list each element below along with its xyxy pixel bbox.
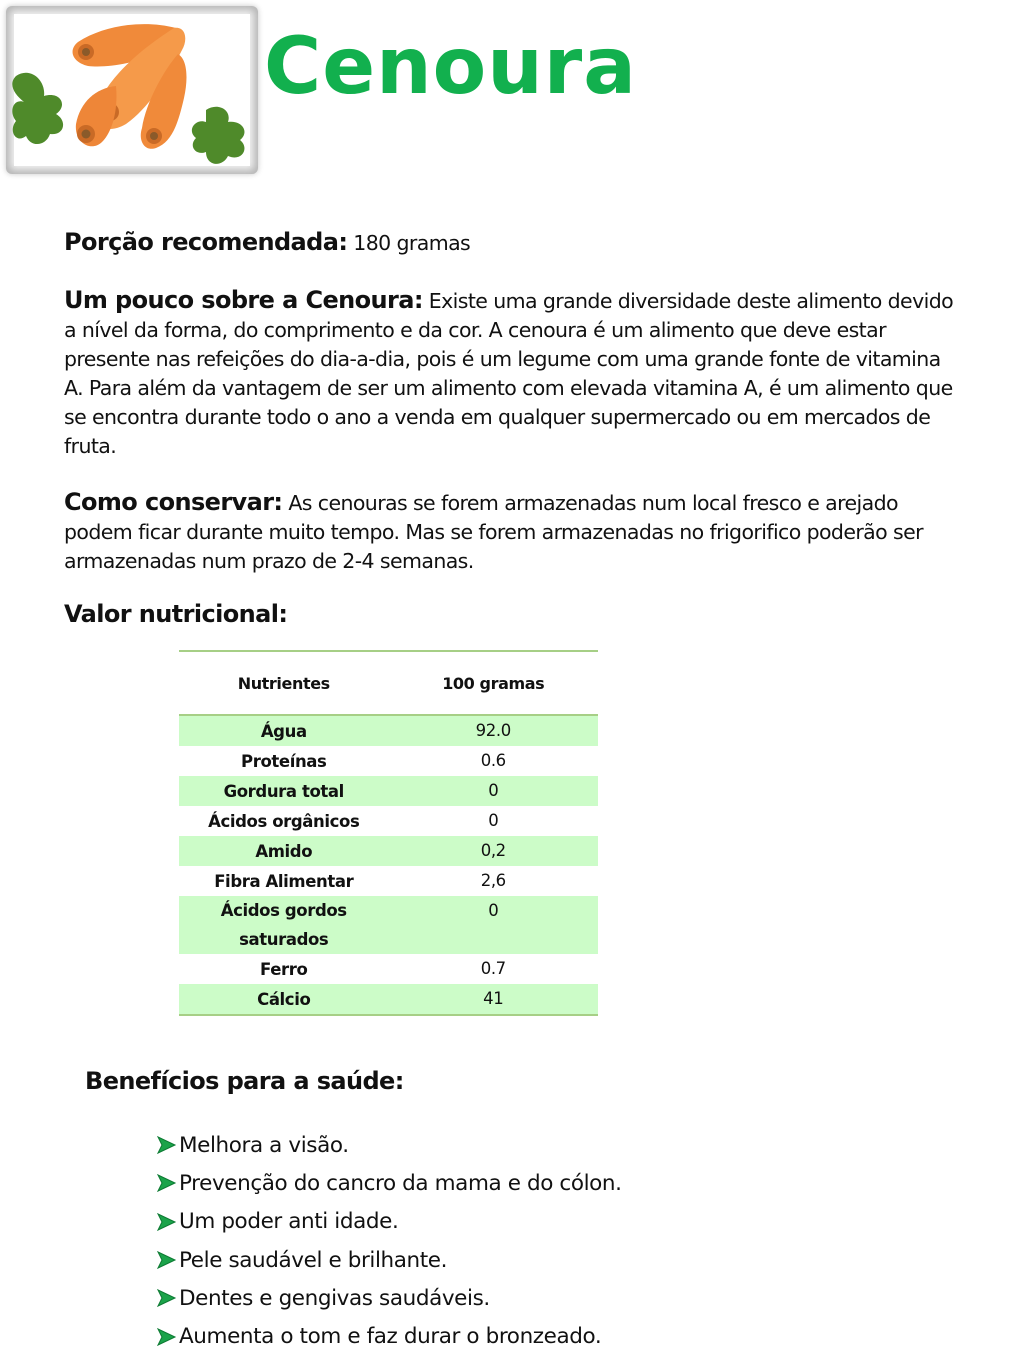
conserve-section bbox=[64, 488, 964, 576]
about-section bbox=[64, 286, 964, 461]
list-item bbox=[155, 1317, 622, 1355]
nutrient-value: 0.7 bbox=[480, 959, 506, 978]
table-row bbox=[179, 954, 598, 984]
table-header-row bbox=[179, 651, 598, 715]
table-row bbox=[179, 836, 598, 866]
benefits-heading: Benefícios para a saúde: bbox=[85, 1067, 404, 1095]
arrow-bullet-icon bbox=[155, 1173, 179, 1193]
arrow-bullet-icon bbox=[155, 1250, 179, 1270]
list-item bbox=[155, 1203, 622, 1241]
table-row bbox=[179, 746, 598, 776]
conserve-text: As cenouras se forem armazenadas num local fresco e arejado podem ficar durante muito tempo. Mas se forem armazenadas no frigorifico poderão ser armazenadas num prazo de 2-4 semanas. bbox=[64, 491, 923, 573]
nutrition-heading bbox=[64, 600, 964, 630]
table-row bbox=[179, 776, 598, 806]
nutrient-value: 92.0 bbox=[389, 715, 599, 746]
arrow-bullet-icon bbox=[155, 1212, 179, 1232]
list-item bbox=[155, 1164, 622, 1202]
table-row bbox=[179, 896, 598, 954]
nutrient-name: Proteínas bbox=[241, 751, 327, 771]
benefit-text: Prevenção do cancro da mama e do cólon. bbox=[179, 1170, 622, 1196]
column-header-amount: 100 gramas bbox=[389, 651, 599, 715]
nutrition-label: Valor nutricional: bbox=[64, 600, 288, 628]
nutrient-name: Ácidos gordos saturados bbox=[179, 896, 389, 954]
table-row bbox=[179, 866, 598, 896]
nutrient-value: 0 bbox=[389, 776, 599, 806]
nutrient-value: 41 bbox=[389, 984, 599, 1015]
arrow-bullet-icon bbox=[155, 1327, 179, 1347]
table-row bbox=[179, 715, 598, 746]
nutrient-value: 0 bbox=[488, 811, 499, 830]
table-row bbox=[179, 806, 598, 836]
nutrition-table bbox=[179, 650, 598, 1016]
carrot-illustration-icon bbox=[6, 6, 258, 174]
nutrient-value: 0.6 bbox=[480, 751, 506, 770]
benefit-text: Aumenta o tom e faz durar o bronzeado. bbox=[179, 1324, 602, 1350]
column-header-nutrients: Nutrientes bbox=[179, 651, 389, 715]
page-title: Cenoura bbox=[264, 22, 637, 112]
benefits-list bbox=[155, 1126, 622, 1356]
list-item bbox=[155, 1241, 622, 1279]
nutrient-name: Fibra Alimentar bbox=[214, 871, 354, 891]
list-item bbox=[155, 1126, 622, 1164]
nutrient-name: Ácidos orgânicos bbox=[208, 811, 360, 831]
portion-value: 180 gramas bbox=[353, 231, 471, 255]
benefit-text: Melhora a visão. bbox=[179, 1132, 349, 1158]
nutrient-value: 0,2 bbox=[389, 836, 599, 866]
nutrient-name: Cálcio bbox=[179, 984, 389, 1015]
nutrient-name: Amido bbox=[179, 836, 389, 866]
arrow-bullet-icon bbox=[155, 1288, 179, 1308]
list-item bbox=[155, 1279, 622, 1317]
about-text: Existe uma grande diversidade deste alimento devido a nível da forma, do comprimento e da cor. A cenoura é um alimento que deve estar presente nas refeições do dia-a-dia, pois é um legume com uma grande fonte de vitamina A. Para além da vantagem de ser um alimento com elevada vitamina A, é um alimento que se encontra durante todo o ano a venda em qualquer supermercado ou em mercados de fruta. bbox=[64, 289, 954, 458]
carrot-photo bbox=[6, 6, 258, 174]
benefit-text: Um poder anti idade. bbox=[179, 1209, 399, 1235]
nutrient-value: 0 bbox=[389, 896, 599, 954]
benefit-text: Dentes e gengivas saudáveis. bbox=[179, 1285, 490, 1311]
nutrient-name: Ferro bbox=[260, 959, 308, 979]
arrow-bullet-icon bbox=[155, 1135, 179, 1155]
nutrient-name: Água bbox=[179, 715, 389, 746]
nutrient-name: Gordura total bbox=[179, 776, 389, 806]
conserve-label: Como conservar: bbox=[64, 488, 283, 516]
portion-section bbox=[64, 228, 964, 258]
nutrient-value: 2,6 bbox=[480, 871, 506, 890]
table-row bbox=[179, 984, 598, 1015]
portion-label: Porção recomendada: bbox=[64, 228, 348, 256]
about-label: Um pouco sobre a Cenoura: bbox=[64, 286, 423, 314]
benefit-text: Pele saudável e brilhante. bbox=[179, 1247, 448, 1273]
